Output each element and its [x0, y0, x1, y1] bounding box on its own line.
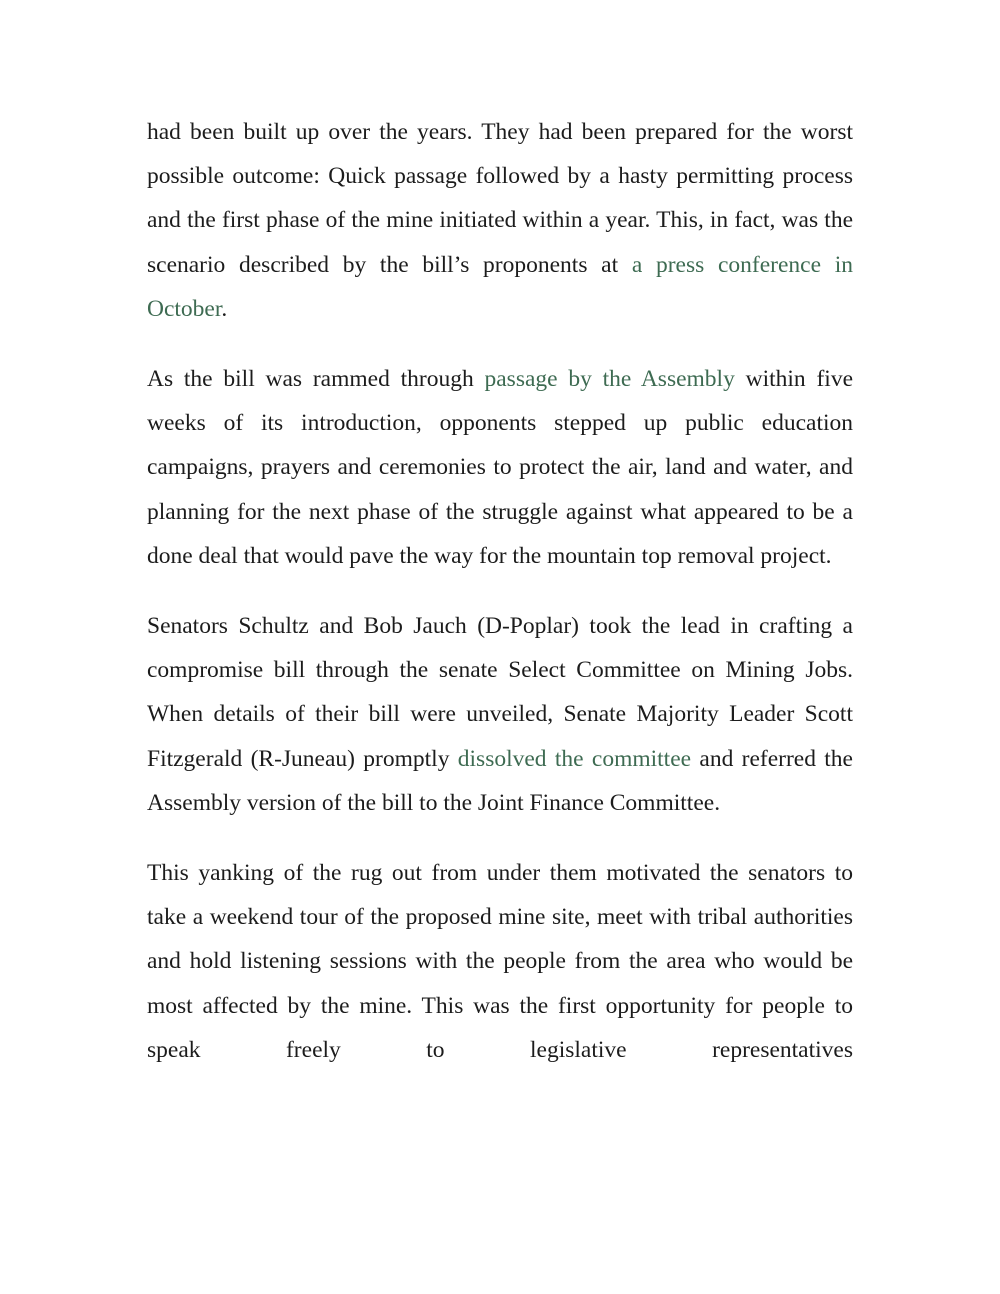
link-passage-by-assembly[interactable]: passage by the Assembly — [484, 366, 735, 393]
link-press-conference[interactable]: a press conference in October — [147, 251, 853, 322]
paragraph-text: had been built up over the years. They had been prepared for the worst possible outcome: Quick passage followed by a hasty permitting process and the first phase of the mine initiated within a year. This, in fact, was the scenario described by the bill’s proponents at — [147, 119, 853, 278]
paragraph-1 — [147, 110, 853, 331]
paragraph-text: Senators Schultz and Bob Jauch (D-Poplar) took the lead in crafting a compromise bill through the senate Select Committee on Mining Jobs. When details of their bill were unveiled, Senate Majority Leader Scott Fitzgerald (R-Juneau) promptly — [147, 613, 853, 772]
paragraph-text: As the bill was rammed through — [147, 366, 485, 393]
article-body — [147, 110, 853, 1098]
paragraph-text: within five weeks of its introduction, opponents stepped up public education campaigns, prayers and ceremonies to protect the air, land and water, and planning for the next phase of the struggle against what appeared to be a done deal that would pave the way for the mountain top removal project. — [147, 366, 853, 569]
paragraph-3 — [147, 604, 853, 825]
paragraph-4 — [147, 851, 853, 1072]
link-dissolved-committee[interactable]: dissolved the committee — [457, 745, 692, 772]
paragraph-2 — [147, 357, 853, 578]
paragraph-text: and referred the Assembly version of the bill to the Joint Finance Committee. — [147, 745, 853, 816]
paragraph-text: This yanking of the rug out from under them motivated the senators to take a weekend tour of the proposed mine site, meet with tribal authorities and hold listening sessions with the people from the area who would be most affected by the mine. This was the first opportunity for people to speak freely to legislative representatives — [147, 860, 853, 1063]
paragraph-text: . — [221, 295, 228, 322]
